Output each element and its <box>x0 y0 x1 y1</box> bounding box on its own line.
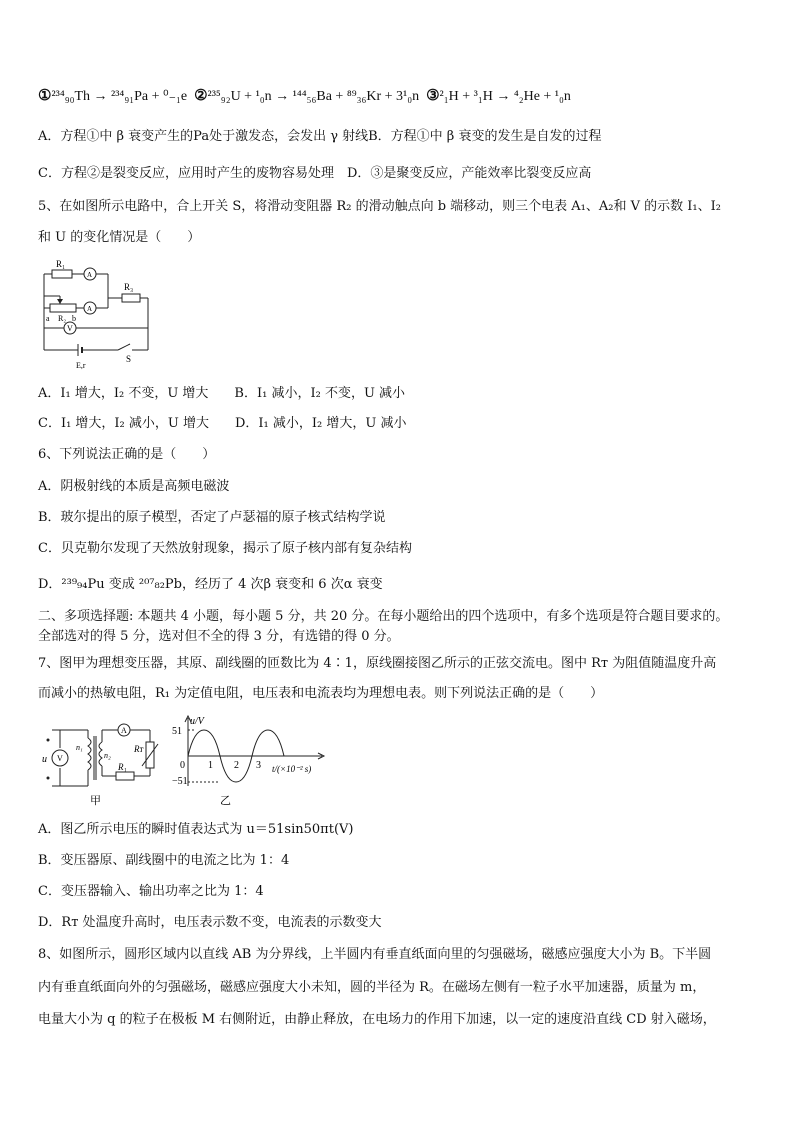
q8-line-1: 8、如图所示，圆形区域内以直线 AB 为分界线，上半圆内有垂直纸面向里的匀强磁场，磁感应强度大小为 B。下半圆 <box>38 947 712 962</box>
label-v: V <box>67 324 73 333</box>
y-axis-label: u/V <box>190 716 204 727</box>
eq2-number: ② <box>194 88 208 104</box>
q8-line-3: 电量大小为 q 的粒子在极板 M 右侧附近，由静止释放，在电场力的作用下加速，以一定的速度沿直线 CD 射入磁场， <box>38 1012 716 1027</box>
q7-option-b: B．变压器原、副线圈中的电流之比为 1：4 <box>38 853 290 868</box>
nuclear-equations <box>38 86 571 107</box>
label-er: E,r <box>76 361 86 370</box>
section2-line-2: 全部选对的得 5 分，选对但不全的得 3 分，有选错的得 0 分。 <box>38 629 400 644</box>
label-n1: n₁ <box>76 743 83 752</box>
eq1: ²³⁴₉₀Th → ²³⁴₉₁Pa + ⁰₋₁e <box>51 89 188 104</box>
label-rt: Rᴛ <box>134 744 143 754</box>
q5-stem-1: 5、在如图所示电路中，合上开关 S，将滑动变阻器 R₂ 的滑动触点向 b 端移动，则三个电表 A₁、A₂和 V 的示数 I₁、I₂ <box>38 199 721 214</box>
label-ammeter: A <box>121 726 127 735</box>
q5-circuit-figure <box>38 258 158 378</box>
tick-3: 3 <box>256 760 261 771</box>
label-n2: n₂ <box>104 751 111 760</box>
label-s: S <box>126 354 132 364</box>
label-r2: R₂ <box>58 314 67 323</box>
tick-neg-51: −51 <box>172 776 188 787</box>
q5-option-cd: C．I₁ 增大，I₂ 减小，U 增大 D．I₁ 减小，I₂ 增大，U 减小 <box>38 416 407 431</box>
label-u: u <box>42 754 47 765</box>
tick-0: 0 <box>180 760 185 771</box>
tick-51: 51 <box>172 726 182 737</box>
q7-voltage-graph <box>172 712 342 816</box>
x-axis-label: t/(×10⁻² s) <box>272 764 312 774</box>
q6-option-b: B．玻尔提出的原子模型，否定了卢瑟福的原子核式结构学说 <box>38 510 386 525</box>
q8-line-2: 内有垂直纸面向外的匀强磁场，磁感应强度大小未知，圆的半径为 R。在磁场左侧有一粒子水平加速器，质量为 m， <box>38 980 706 995</box>
label-r3: R₃ <box>124 282 134 292</box>
q7-stem-1: 7、图甲为理想变压器，其原、副线圈的匝数比为 4∶1，原线圈接图乙所示的正弦交流电。图中 Rᴛ 为阻值随温度升高 <box>38 656 717 671</box>
label-a: a <box>46 314 50 323</box>
label-r1: R₁ <box>56 259 66 269</box>
q7-stem-2: 而减小的热敏电阻，R₁ 为定值电阻，电压表和电流表均为理想电表。则下列说法正确的是（ ） <box>38 686 604 701</box>
figure-jia-caption: 甲 <box>90 795 101 807</box>
q7-option-a: A．图乙所示电压的瞬时值表达式为 u＝51sin50πt(V) <box>38 822 354 837</box>
label-a1: A <box>87 271 93 279</box>
eq3-number: ③ <box>426 88 440 104</box>
eq1-number: ① <box>38 88 52 104</box>
eq3: ²₁H + ³₁H → ⁴₂He + ¹₀n <box>439 89 571 104</box>
q5-stem-2: 和 U 的变化情况是（ ） <box>38 230 201 245</box>
q4-option-ab: A．方程①中 β 衰变产生的Pa处于激发态，会发出 γ 射线B．方程①中 β 衰变的发生是自发的过程 <box>38 129 602 144</box>
q6-option-a: A．阴极射线的本质是高频电磁波 <box>38 479 230 494</box>
section2-line-1: 二、多项选择题: 本题共 4 小题，每小题 5 分，共 20 分。在每小题给出的四个选项中，有多个选项是符合题目要求的。 <box>38 609 729 624</box>
label-r1: R₁ <box>118 762 127 772</box>
eq2: ²³⁵₉₂U + ¹₀n → ¹⁴⁴₅₆Ba + ⁸⁹₃₆Kr + 3¹₀n <box>207 89 420 104</box>
tick-1: 1 <box>208 760 213 771</box>
figure-yi-caption: 乙 <box>220 795 231 807</box>
q6-option-d: D．²³⁹₉₄Pu 变成 ²⁰⁷₈₂Pb，经历了 4 次β 衰变和 6 次α 衰变 <box>38 577 383 592</box>
q5-option-ab: A．I₁ 增大，I₂ 不变，U 增大 B．I₁ 减小，I₂ 不变，U 减小 <box>38 386 406 401</box>
label-b: b <box>72 314 76 323</box>
q4-option-cd: C．方程②是裂变反应，应用时产生的废物容易处理 D．③是聚变反应，产能效率比裂变反应高 <box>38 166 592 181</box>
label-a2: A <box>87 305 93 313</box>
q6-stem: 6、下列说法正确的是（ ） <box>38 447 216 462</box>
q6-option-c: C．贝克勒尔发现了天然放射现象，揭示了原子核内部有复杂结构 <box>38 541 412 556</box>
q7-option-d: D．Rᴛ 处温度升高时，电压表示数不变，电流表的示数变大 <box>38 915 382 930</box>
q7-option-c: C．变压器输入、输出功率之比为 1：4 <box>38 884 264 899</box>
tick-2: 2 <box>234 760 239 771</box>
q7-transformer-figure <box>38 720 168 814</box>
label-voltmeter: V <box>57 754 63 763</box>
